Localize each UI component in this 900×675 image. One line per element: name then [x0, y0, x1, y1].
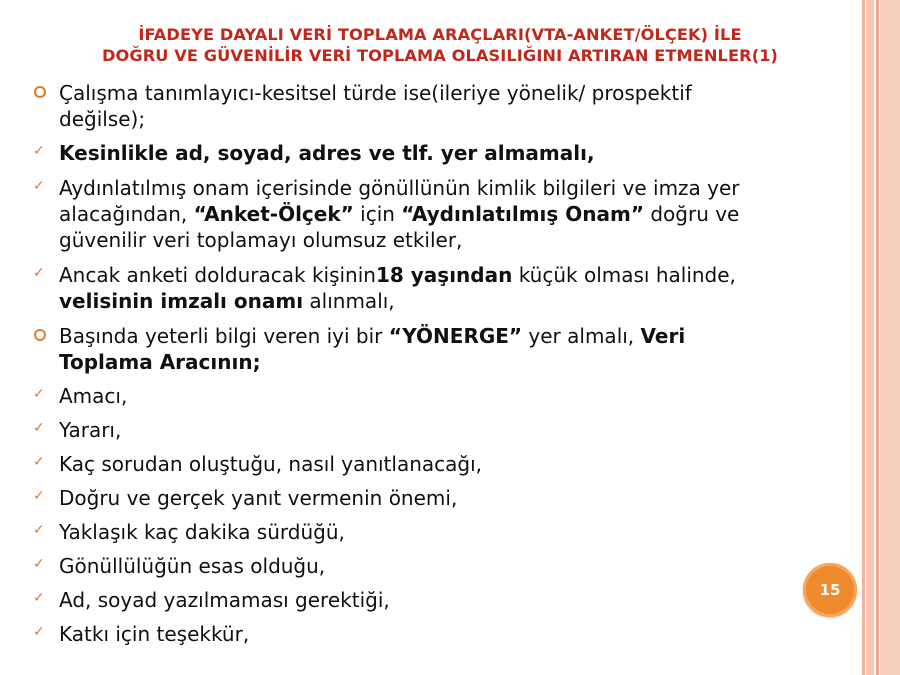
check-bullet-icon: ✓	[33, 454, 45, 470]
list-item-text: Doğru ve gerçek yanıt vermenin önemi,	[59, 486, 458, 510]
list-item-text: “Anket-Ölçek”	[193, 202, 354, 226]
check-bullet-icon: ✓	[33, 265, 45, 281]
list-item	[30, 485, 850, 511]
check-bullet-icon: ✓	[33, 420, 45, 436]
list-item	[30, 262, 850, 314]
slide-title	[20, 24, 860, 66]
list-item	[30, 175, 850, 253]
list-item-text: Aydınlatılmış onam içerisinde gönüllünün kimlik bilgileri ve imza yer	[59, 176, 740, 200]
list-item-text: “Aydınlatılmış Onam”	[401, 202, 644, 226]
list-item-text: Çalışma tanımlayıcı-kesitsel türde ise(ileriye yönelik/ prospektif	[59, 81, 692, 105]
list-item	[30, 621, 850, 647]
list-item	[30, 80, 850, 132]
list-item-text: alınmalı,	[303, 289, 395, 313]
decorative-stripe	[876, 0, 879, 675]
circle-bullet-icon	[34, 86, 46, 98]
list-item	[30, 140, 850, 166]
list-item	[30, 553, 850, 579]
check-bullet-icon: ✓	[33, 488, 45, 504]
list-item-text: yer almalı,	[522, 324, 641, 348]
list-item-text: alacağından,	[59, 202, 194, 226]
slide-title-line-1: İFADEYE DAYALI VERİ TOPLAMA ARAÇLARI(VTA-ANKET/ÖLÇEK) İLE	[138, 25, 742, 44]
bullet-list	[30, 80, 850, 647]
list-item-text: güvenilir veri toplamayı olumsuz etkiler,	[59, 228, 463, 252]
list-item-text: Kaç sorudan oluştuğu, nasıl yanıtlanacağı,	[59, 452, 482, 476]
list-item	[30, 587, 850, 613]
list-item	[30, 417, 850, 443]
check-bullet-icon: ✓	[33, 590, 45, 606]
list-item-text: Amacı,	[59, 384, 128, 408]
list-item-text: Ad, soyad yazılmaması gerektiği,	[59, 588, 390, 612]
list-item-text: 18 yaşından	[375, 263, 513, 287]
list-item	[30, 519, 850, 545]
decorative-stripe	[880, 0, 900, 675]
list-item-text: değilse);	[59, 107, 146, 131]
list-item-text: Veri	[640, 324, 686, 348]
list-item-text: doğru ve	[643, 202, 740, 226]
decorative-stripe	[866, 0, 874, 675]
circle-bullet-icon	[34, 329, 46, 341]
check-bullet-icon: ✓	[33, 178, 45, 194]
slide-title-line-2: DOĞRU VE GÜVENİLİR VERİ TOPLAMA OLASILIĞINI ARTIRAN ETMENLER(1)	[101, 46, 779, 65]
list-item-text: için	[353, 202, 402, 226]
list-item-text: Toplama Aracının;	[59, 350, 261, 374]
list-item-text: Katkı için teşekkür,	[59, 622, 250, 646]
check-bullet-icon: ✓	[33, 522, 45, 538]
check-bullet-icon: ✓	[33, 386, 45, 402]
list-item-text: Gönüllülüğün esas olduğu,	[59, 554, 326, 578]
list-item-text: küçük olması halinde,	[512, 263, 736, 287]
check-bullet-icon: ✓	[33, 143, 45, 159]
list-item-text: Ancak anketi dolduracak kişinin	[59, 263, 376, 287]
page-number-badge: 15	[803, 563, 857, 617]
list-item-text: “YÖNERGE”	[388, 324, 523, 348]
check-bullet-icon: ✓	[33, 556, 45, 572]
list-item-text: Başında yeterli bilgi veren iyi bir	[59, 324, 389, 348]
list-item-text: velisinin imzalı onamı	[59, 289, 304, 313]
list-item	[30, 323, 850, 375]
list-item	[30, 451, 850, 477]
check-bullet-icon: ✓	[33, 624, 45, 640]
list-item	[30, 383, 850, 409]
list-item-text: Yaklaşık kaç dakika sürdüğü,	[59, 520, 345, 544]
list-item-text: Yararı,	[59, 418, 122, 442]
decorative-stripe	[862, 0, 865, 675]
list-item-text: Kesinlikle ad, soyad, adres ve tlf. yer almamalı,	[59, 141, 595, 165]
